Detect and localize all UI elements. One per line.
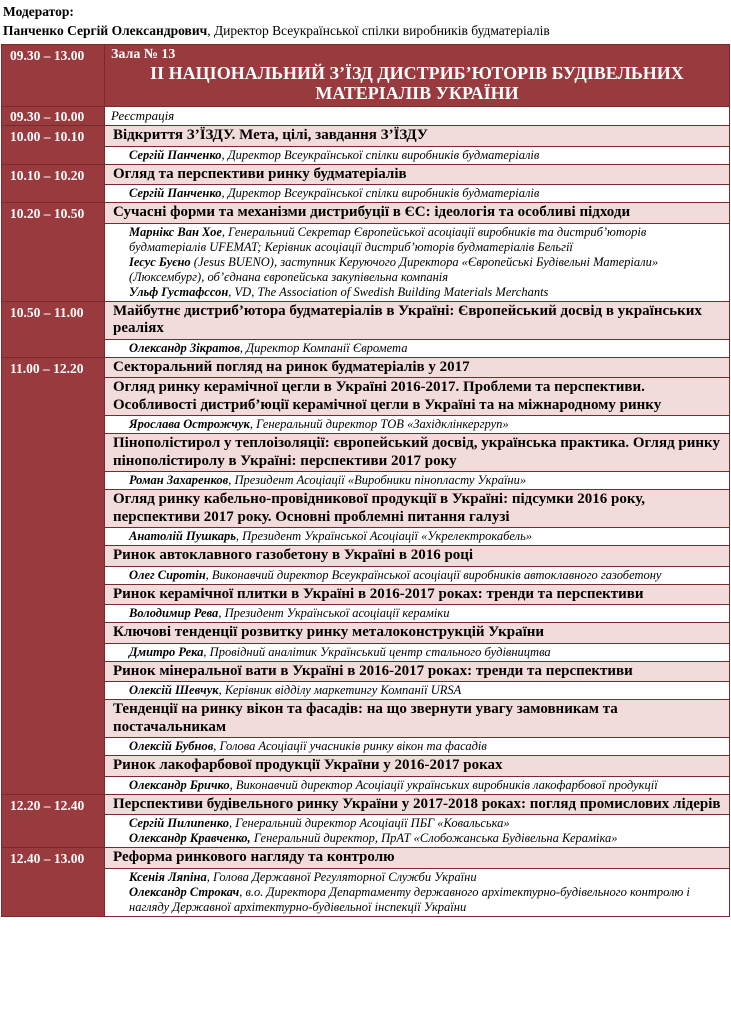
moderator-role: , Директор Всеукраїнської спілки виробників будматеріалів	[207, 23, 550, 38]
sector-item-speakers-row	[2, 776, 730, 794]
sector-item-topic: Ринок автоклавного газобетону в Україні в 2016 році	[105, 546, 730, 567]
speaker-name: Іесус Буєно	[129, 254, 191, 269]
speaker-role: , Президент Української Асоціації «Укрелектрокабель»	[235, 529, 533, 543]
hall-number: Зала № 13	[111, 47, 176, 62]
speaker-role: , в.о. Директора Департаменту державного архітектурно-будівельного контролю і нагляду Державної архітектурно-будівельної інспекції України	[129, 884, 690, 914]
session-speakers-row	[2, 146, 730, 164]
session-topic: Майбутнє дистриб’ютора будматеріалів в Україні: Європейський досвід в українських реаліях	[105, 301, 730, 339]
speaker-line	[129, 683, 725, 698]
speaker-name: Сергій Панченко	[129, 147, 222, 162]
speaker-cell	[105, 472, 730, 490]
sector-item-row	[2, 623, 730, 644]
session-time: 10.20 – 10.50	[2, 203, 105, 302]
speaker-line	[129, 568, 725, 583]
speaker-name: Дмитро Река	[129, 644, 204, 659]
session-row	[2, 301, 730, 339]
speaker-line	[129, 778, 725, 793]
speaker-line	[129, 255, 725, 285]
speaker-name: Сергій Панченко	[129, 186, 222, 200]
late-session-speakers-row	[2, 868, 730, 916]
sector-item-row	[2, 378, 730, 416]
speaker-cell	[105, 146, 730, 164]
speaker-role: , Виконавчий директор Асоціації українських виробників лакофарбової продукції	[229, 777, 658, 792]
speaker-line	[129, 529, 725, 544]
speaker-role: , Директор Компанії Євромета	[239, 340, 408, 355]
speaker-role: , Директор Всеукраїнської спілки виробників будматеріалів	[221, 147, 540, 162]
speaker-cell	[105, 223, 730, 301]
speaker-name: Ульф Густафссон	[129, 284, 229, 299]
hall-cell	[105, 45, 730, 107]
sector-item-row	[2, 584, 730, 605]
speaker-name: Анатолій Пушкарь	[129, 529, 236, 543]
program-table	[1, 44, 730, 917]
sector-item-row	[2, 661, 730, 682]
session-row	[2, 126, 730, 147]
sector-item-speakers-row	[2, 528, 730, 546]
late-session-time: 12.20 – 12.40	[2, 794, 105, 848]
sector-item-topic: Ключові тенденції розвитку ринку металоконструкцій України	[105, 623, 730, 644]
speaker-role: , Голова Асоціації учасників ринку вікон та фасадів	[213, 739, 487, 753]
speaker-name: Олег Сиротін	[129, 567, 206, 582]
speaker-role: , Президент Української асоціації кераміки	[218, 606, 450, 620]
session-topic: Відкриття З’ЇЗДУ. Мета, цілі, завдання З’ЇЗДУ	[105, 126, 730, 147]
sector-item-row	[2, 700, 730, 738]
session-speakers-row	[2, 185, 730, 203]
speaker-cell	[105, 605, 730, 623]
speaker-cell	[105, 416, 730, 434]
speaker-line	[129, 417, 725, 432]
registration-label: Реєстрація	[105, 107, 730, 126]
speaker-line	[129, 831, 725, 846]
session-speakers-row	[2, 339, 730, 357]
session-speakers-row	[2, 223, 730, 301]
speaker-line	[129, 816, 725, 831]
sector-heading-row	[2, 357, 730, 378]
speaker-role: , Виконавчий директор Всеукраїнської асоціації виробників автоклавного газобетону	[205, 567, 662, 582]
speaker-cell	[105, 185, 730, 203]
session-time: 10.10 – 10.20	[2, 164, 105, 203]
speaker-line	[129, 739, 725, 754]
registration-row	[2, 107, 730, 126]
sector-item-topic: Ринок лакофарбової продукції України у 2016-2017 роках	[105, 756, 730, 777]
sector-item-topic: Огляд ринку керамічної цегли в Україні 2016-2017. Проблеми та перспективи. Особливості дистриб’юції керамічної цегли в Україні та на міжнародному ринку	[105, 378, 730, 416]
speaker-name: Ярослава Острожчук	[129, 417, 250, 431]
speaker-line	[129, 606, 725, 621]
hall-title: ІІ НАЦІОНАЛЬНИЙ З’ЇЗД ДИСТРИБ’ЮТОРІВ БУДІВЕЛЬНИХ МАТЕРІАЛІВ УКРАЇНИ	[150, 63, 684, 103]
speaker-cell	[105, 682, 730, 700]
speaker-line	[129, 285, 725, 300]
session-row	[2, 164, 730, 185]
speaker-name: Олександр Бричко	[129, 777, 230, 792]
sector-item-speakers-row	[2, 643, 730, 661]
speaker-line	[129, 225, 725, 255]
session-row	[2, 203, 730, 224]
sector-item-speakers-row	[2, 566, 730, 584]
registration-time: 09.30 – 10.00	[2, 107, 105, 126]
late-session-topic: Реформа ринкового нагляду та контролю	[105, 848, 730, 869]
sector-item-speakers-row	[2, 738, 730, 756]
speaker-role: , Президент Асоціації «Виробники пінопласту України»	[228, 473, 527, 487]
sector-item-speakers-row	[2, 605, 730, 623]
sector-item-topic: Огляд ринку кабельно-провідникової продукції в Україні: підсумки 2016 року, перспективи 2017 року. Основні проблемні питання галузі	[105, 490, 730, 528]
speaker-role: , Директор Всеукраїнської спілки виробників будматеріалів	[221, 186, 540, 200]
speaker-role: , Генеральний директор ТОВ «Західклінкергруп»	[249, 417, 509, 431]
speaker-name: Роман Захаренков	[129, 473, 229, 487]
speaker-role: Генеральний директор, ПрАТ «Слобожанська Будівельна Кераміка»	[250, 831, 618, 845]
speaker-role: , Провідний аналітик Український центр стального будівництва	[203, 644, 551, 659]
sector-item-topic: Ринок керамічної плитки в Україні в 2016-2017 роках: тренди та перспективи	[105, 584, 730, 605]
moderator-name: Панченко Сергій Олександрович	[3, 23, 208, 38]
speaker-name: Олексій Бубнов	[129, 739, 214, 753]
speaker-cell	[105, 528, 730, 546]
sector-item-row	[2, 490, 730, 528]
speaker-line	[129, 473, 725, 488]
sector-item-row	[2, 756, 730, 777]
sector-item-speakers-row	[2, 472, 730, 490]
session-time: 10.50 – 11.00	[2, 301, 105, 357]
speaker-line	[129, 148, 725, 163]
speaker-line	[129, 645, 725, 660]
session-topic: Сучасні форми та механізми дистрибуції в ЄС: ідеологія та особливі підходи	[105, 203, 730, 224]
speaker-cell	[105, 643, 730, 661]
moderator-label: Модератор:	[3, 4, 74, 19]
speaker-name: Олександр Зікратов	[129, 340, 240, 355]
speaker-role: , VD, The Association of Swedish Building Materials Merchants	[228, 284, 549, 299]
speaker-name: Олексій Шевчук	[129, 683, 219, 697]
moderator-block	[0, 0, 731, 44]
session-time: 10.00 – 10.10	[2, 126, 105, 165]
speaker-role: , Генеральний Секретар Європейської асоціації виробників та дистриб’юторів будматеріалів UFEMAT; Керівник асоціації дистриб’юторів будматеріалів Бельгії	[129, 224, 647, 254]
speaker-role: , Голова Державної Регуляторної Служби України	[206, 869, 477, 884]
hall-time: 09.30 – 13.00	[2, 45, 105, 107]
hall-header-row	[2, 45, 730, 107]
speaker-cell	[105, 776, 730, 794]
speaker-line	[129, 870, 725, 885]
speaker-name: Олександр Строкач	[129, 884, 240, 899]
speaker-cell	[105, 868, 730, 916]
speaker-name: Олександр Кравченко,	[129, 831, 251, 845]
sector-item-row	[2, 546, 730, 567]
speaker-cell	[105, 815, 730, 848]
speaker-line	[129, 341, 725, 356]
speaker-cell	[105, 738, 730, 756]
speaker-line	[129, 885, 725, 915]
speaker-role: , Генеральний директор Асоціації ПБГ «Ковальська»	[228, 816, 510, 830]
speaker-cell	[105, 566, 730, 584]
speaker-name: Марнікс Ван Хое	[129, 224, 222, 239]
sector-item-topic: Пінополістирол у теплоізоляції: європейський досвід, українська практика. Огляд ринку пінополістиролу в Україні: перспективи 2017 року	[105, 434, 730, 472]
sector-heading: Секторальний погляд на ринок будматеріалів у 2017	[105, 357, 730, 378]
session-topic: Огляд та перспективи ринку будматеріалів	[105, 164, 730, 185]
late-session-time: 12.40 – 13.00	[2, 848, 105, 917]
sector-item-topic: Тенденції на ринку вікон та фасадів: на що звернути увагу замовникам та постачальникам	[105, 700, 730, 738]
sector-item-topic: Ринок мінеральної вати в Україні в 2016-2017 роках: тренди та перспективи	[105, 661, 730, 682]
speaker-role: (Jesus BUENO), заступник Керуючого Директора «Європейські Будівельні Матеріали» (Люксембург), об’єднана європейська закупівельна компанія	[129, 254, 659, 284]
speaker-name: Сергій Пилипенко	[129, 816, 229, 830]
speaker-cell	[105, 339, 730, 357]
sector-time: 11.00 – 12.20	[2, 357, 105, 794]
speaker-line	[129, 186, 725, 201]
late-session-row	[2, 848, 730, 869]
speaker-name: Володимир Рева	[129, 606, 219, 620]
sector-item-speakers-row	[2, 682, 730, 700]
sector-item-row	[2, 434, 730, 472]
late-session-row	[2, 794, 730, 815]
late-session-topic: Перспективи будівельного ринку України у 2017-2018 роках: погляд промислових лідерів	[105, 794, 730, 815]
speaker-role: , Керівник відділу маркетингу Компанії URSA	[218, 683, 462, 697]
speaker-name: Ксенія Ляпіна	[129, 869, 207, 884]
late-session-speakers-row	[2, 815, 730, 848]
sector-item-speakers-row	[2, 416, 730, 434]
